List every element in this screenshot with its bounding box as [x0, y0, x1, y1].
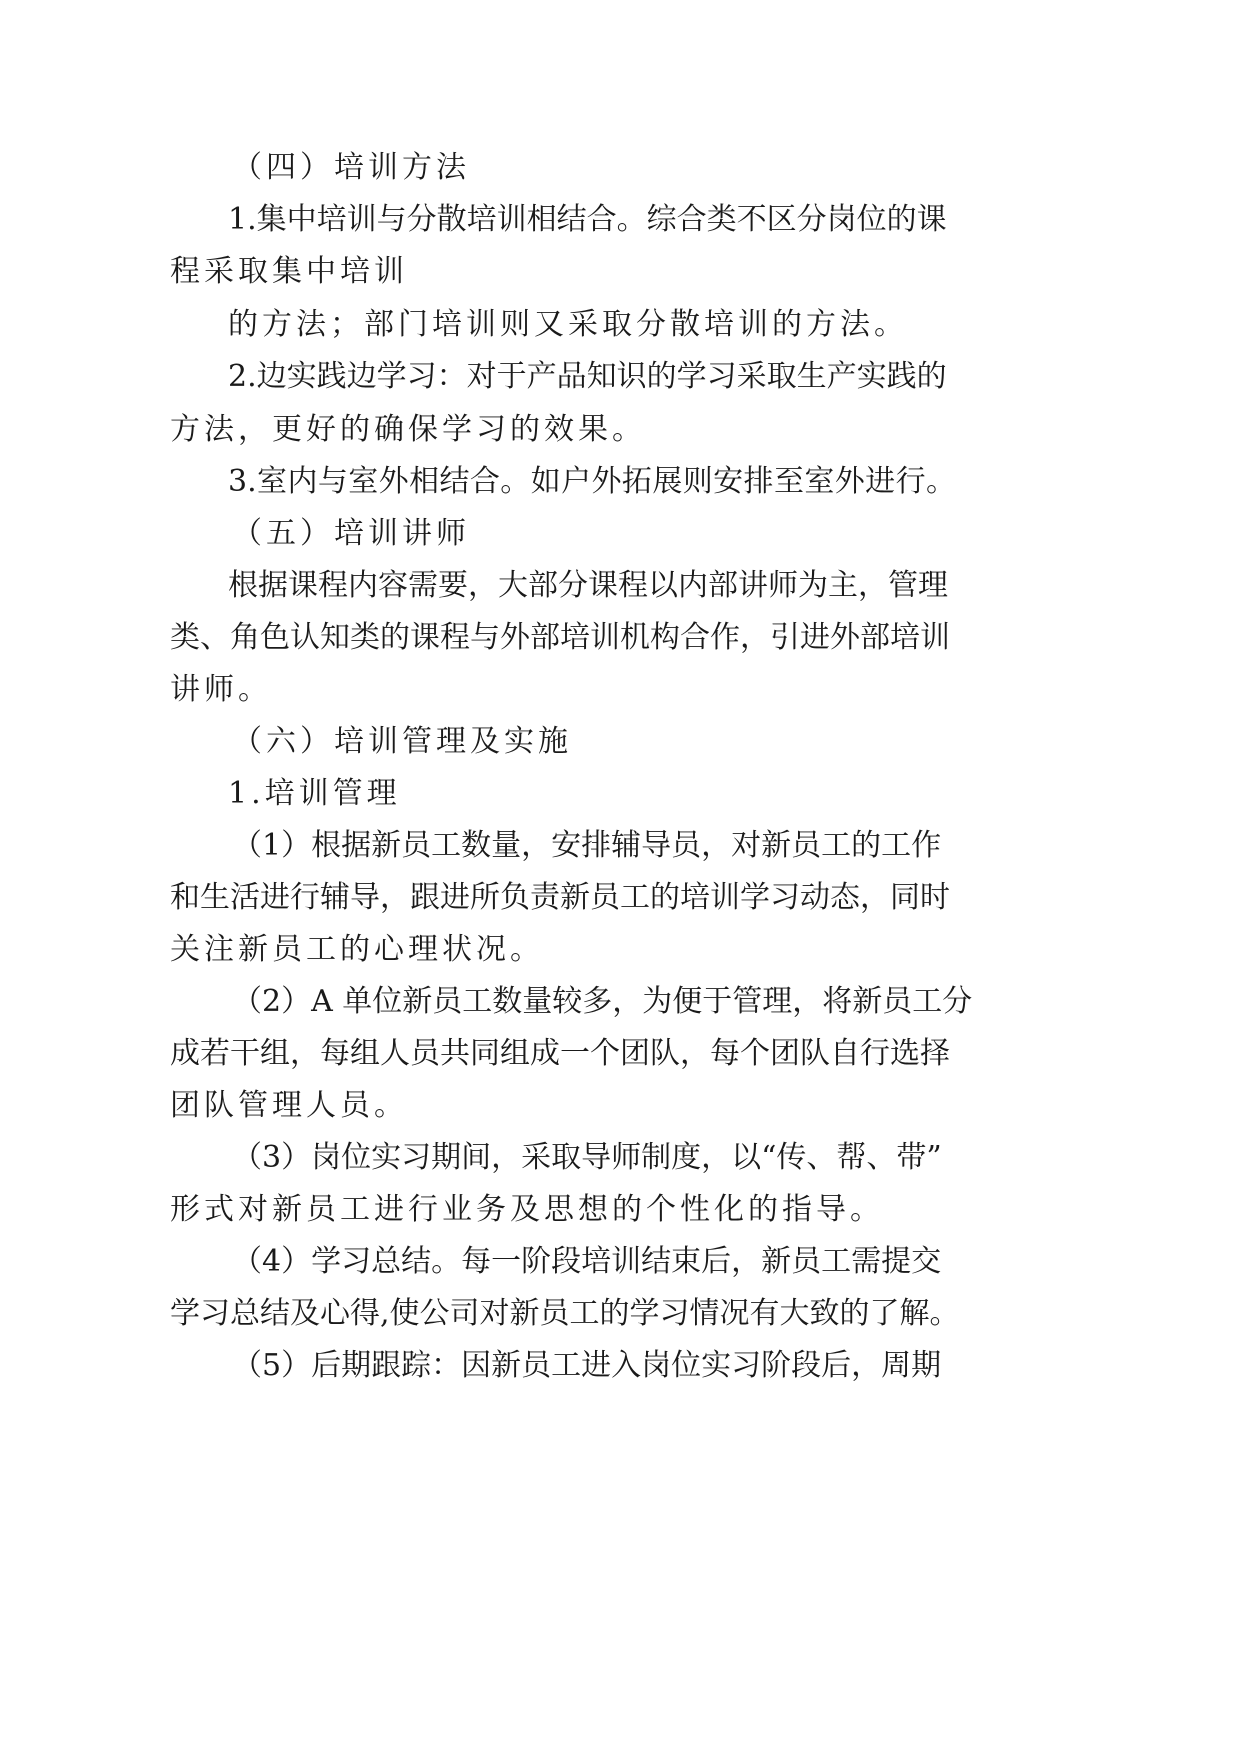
- paragraph-line: 和生活进行辅导，跟进所负责新员工的培训学习动态，同时: [170, 880, 950, 915]
- paragraph-line: 方法，更好的确保学习的效果。: [170, 412, 646, 447]
- section-heading-trainers: （五）培训讲师: [232, 516, 470, 551]
- subheading-training-management: 1.培训管理: [228, 776, 401, 811]
- paragraph-line: 团队管理人员。: [170, 1088, 408, 1123]
- paragraph-line: （3）岗位实习期间，采取导师制度，以“传、帮、带”: [232, 1140, 942, 1175]
- paragraph-line: （5）后期跟踪：因新员工进入岗位实习阶段后，周期: [232, 1348, 942, 1383]
- section-heading-management: （六）培训管理及实施: [232, 724, 572, 759]
- paragraph-line: 形式对新员工进行业务及思想的个性化的指导。: [170, 1192, 884, 1227]
- paragraph-line: 1.集中培训与分散培训相结合。综合类不区分岗位的课: [228, 202, 947, 237]
- paragraph-line: 成若干组，每组人员共同组成一个团队，每个团队自行选择: [170, 1036, 950, 1071]
- paragraph-line: 程采取集中培训: [170, 254, 408, 289]
- paragraph-line: 类、角色认知类的课程与外部培训机构合作，引进外部培训: [170, 620, 950, 655]
- paragraph-line: （4）学习总结。每一阶段培训结束后，新员工需提交: [232, 1244, 942, 1279]
- paragraph-line: 3.室内与室外相结合。如户外拓展则安排至室外进行。: [228, 464, 956, 499]
- paragraph-line: 2.边实践边学习：对于产品知识的学习采取生产实践的: [228, 359, 947, 394]
- paragraph-line: （2）A 单位新员工数量较多，为便于管理，将新员工分: [232, 984, 973, 1019]
- paragraph-line: 根据课程内容需要，大部分课程以内部讲师为主，管理: [228, 568, 948, 603]
- paragraph-line: 学习总结及心得,使公司对新员工的学习情况有大致的了解。: [170, 1296, 960, 1331]
- paragraph-line: （1）根据新员工数量，安排辅导员，对新员工的工作: [232, 828, 942, 863]
- paragraph-line: 讲师。: [170, 672, 272, 707]
- paragraph-line: 的方法；部门培训则又采取分散培训的方法。: [228, 307, 908, 342]
- section-heading-training-methods: （四）培训方法: [232, 150, 470, 185]
- paragraph-line: 关注新员工的心理状况。: [170, 932, 544, 967]
